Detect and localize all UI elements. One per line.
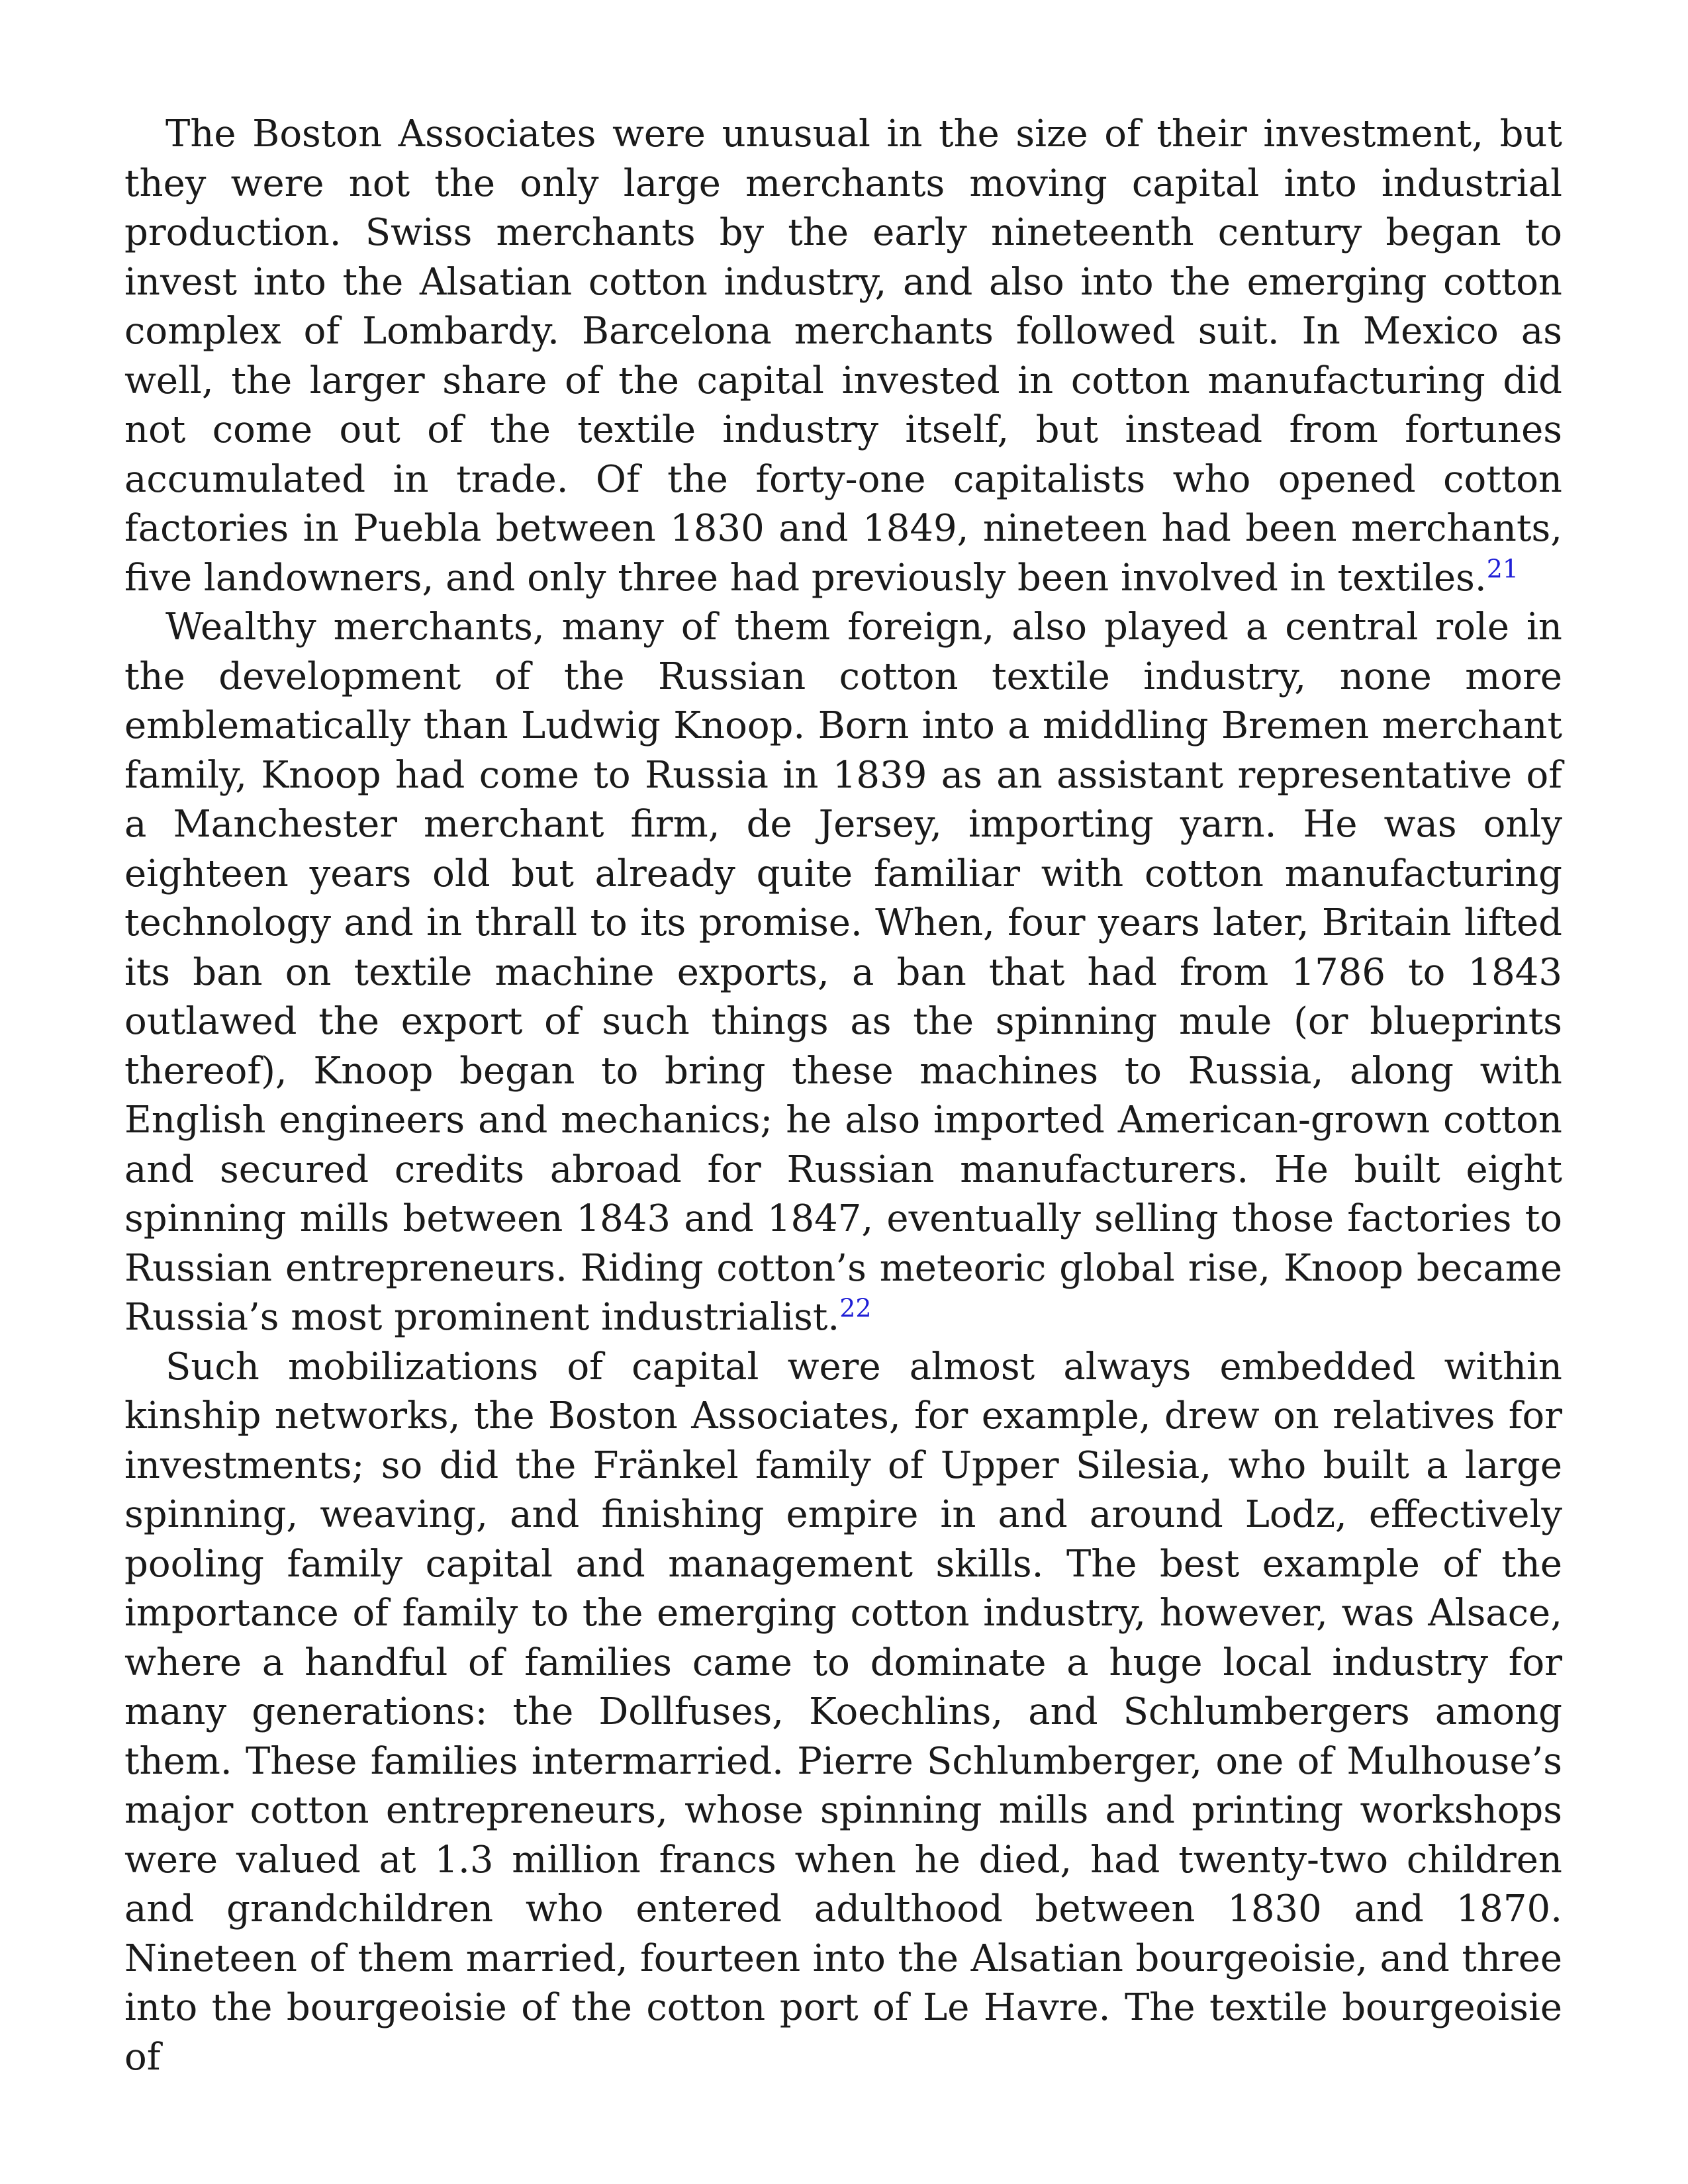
footnote-reference-22[interactable]: 22 xyxy=(839,1293,872,1323)
paragraph-text: Such mobilizations of capital were almost always embedded within kinship networks, the Boston Associates, for example, drew on relatives for investments; so did the Fränkel family of Upper Silesia, who built a large spinning, weaving, and finishing empire in and around Lodz, effectively pooling family capital and management skills. The best example of the importance of family to the emerging cotton industry, however, was Alsace, where a handful of families came to dominate a huge local industry for many generations: the Dollfuses, Koechlins, and Schlumbergers among them. These families intermarried. Pierre Schlumberger, one of Mulhouse’s major cotton entrepreneurs, whose spinning mills and printing workshops were valued at 1.3 million francs when he died, had twenty-two children and grandchildren who entered adulthood between 1830 and 1870. Nineteen of them married, fourteen into the Alsatian bourgeoisie, and three into the bourgeoisie of the cotton port of Le Havre. The textile bourgeoisie of xyxy=(124,1345,1562,2079)
paragraph-kinship-networks xyxy=(124,1343,1562,2083)
paragraph-text: Wealthy merchants, many of them foreign, also played a central role in the development of the Russian cotton textile industry, none more emblematically than Ludwig Knoop. Born into a middling Bremen merchant family, Knoop had come to Russia in 1839 as an assistant representative of a Manchester merchant firm, de Jersey, importing yarn. He was only eighteen years old but already quite familiar with cotton manufacturing technology and in thrall to its promise. When, four years later, Britain lifted its ban on textile machine exports, a ban that had from 1786 to 1843 outlawed the export of such things as the spinning mule (or blueprints thereof), Knoop began to bring these machines to Russia, along with English engineers and mechanics; he also imported American-grown cotton and secured credits abroad for Russian manufacturers. He built eight spinning mills between 1843 and 1847, eventually selling those factories to Russian entrepreneurs. Riding cotton’s meteoric global rise, Knoop became Russia’s most prominent industrialist. xyxy=(124,606,1562,1339)
footnote-reference-21[interactable]: 21 xyxy=(1486,553,1519,583)
book-page xyxy=(124,110,1562,2082)
paragraph-text: The Boston Associates were unusual in the size of their investment, but they were not the only large merchants moving capital into industrial production. Swiss merchants by the early nineteenth century began to invest into the Alsatian cotton industry, and also into the emerging cotton complex of Lombardy. Barcelona merchants followed suit. In Mexico as well, the larger share of the capital invested in cotton manufacturing did not come out of the textile industry itself, but instead from fortunes accumulated in trade. Of the forty-one capitalists who opened cotton factories in Puebla between 1830 and 1849, nineteen had been merchants, five landowners, and only three had previously been involved in textiles. xyxy=(124,113,1562,600)
paragraph-merchant-capital xyxy=(124,110,1562,603)
paragraph-ludwig-knoop xyxy=(124,603,1562,1343)
